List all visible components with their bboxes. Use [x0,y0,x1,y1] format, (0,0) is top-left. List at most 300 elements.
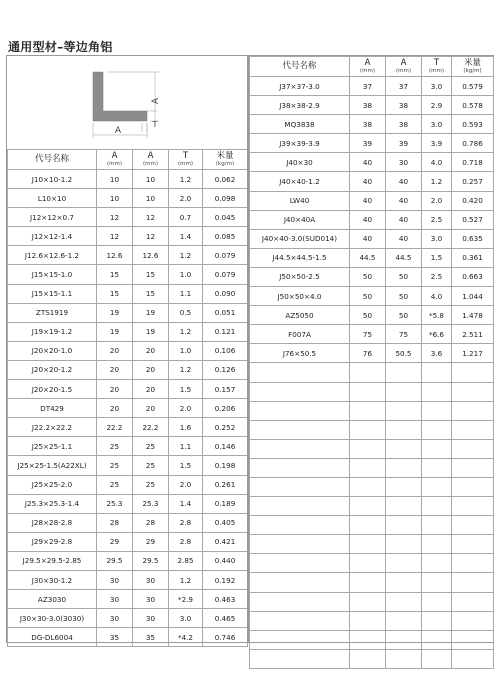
table-row [8,380,248,399]
a2-cell [386,516,422,535]
weight-cell: 1.478 [452,306,494,325]
table-row [250,287,494,306]
weight-cell: 0.252 [203,418,248,437]
a2-cell: 28 [133,513,169,532]
table-row [250,96,494,115]
a1-cell: 19 [97,322,133,341]
weight-cell [452,439,494,458]
a1-cell: 35 [97,628,133,647]
code-cell [250,611,350,630]
code-cell [250,554,350,573]
table-row [250,115,494,134]
a1-cell: 37 [350,77,386,96]
header-a2: A (mm) [386,57,422,77]
a1-cell: 25.3 [97,494,133,513]
t-cell: 1.5 [422,248,452,267]
a1-cell [350,420,386,439]
table-row [250,248,494,267]
weight-cell: 0.746 [203,628,248,647]
a2-cell: 30 [133,609,169,628]
a1-cell [350,573,386,592]
table-row [250,134,494,153]
table-row [8,532,248,551]
code-cell: J25×25-1.5(A22XL) [8,456,97,475]
t-cell: 1.5 [169,456,203,475]
code-cell: J12×12×0.7 [8,208,97,227]
table-row [8,628,248,647]
weight-cell: 0.465 [203,609,248,628]
empty-row [250,630,494,649]
t-cell: 3.9 [422,134,452,153]
a2-cell: 19 [133,322,169,341]
a2-cell [386,573,422,592]
table-frame [6,55,494,643]
table-row [8,189,248,208]
a2-cell: 22.2 [133,418,169,437]
empty-row [250,535,494,554]
a2-cell [386,554,422,573]
t-cell: 2.9 [422,96,452,115]
empty-row [250,458,494,477]
t-cell [422,439,452,458]
empty-row [250,573,494,592]
a1-cell: 50 [350,267,386,286]
t-cell: 1.2 [169,322,203,341]
t-cell [422,630,452,649]
a1-cell: 29.5 [97,551,133,570]
empty-row [250,516,494,535]
table-row [8,494,248,513]
a1-cell: 19 [97,303,133,322]
t-cell [422,458,452,477]
a1-cell: 12.6 [97,246,133,265]
a1-cell: 15 [97,284,133,303]
a1-cell [350,554,386,573]
weight-cell [452,573,494,592]
empty-row [250,363,494,382]
a1-cell [350,497,386,516]
code-cell: J40×40A [250,210,350,229]
a2-cell: 38 [386,96,422,115]
code-cell [250,516,350,535]
weight-cell: 0.051 [203,303,248,322]
a1-cell: 12 [97,208,133,227]
a2-cell: 37 [386,77,422,96]
a2-cell [386,497,422,516]
code-cell: DT429 [8,399,97,418]
table-row [8,570,248,589]
empty-row [250,420,494,439]
a1-cell: 40 [350,172,386,191]
a2-cell: 20 [133,380,169,399]
code-cell: J15×15-1.0 [8,265,97,284]
a2-cell: 50 [386,306,422,325]
code-cell: F007A [250,325,350,344]
table-row [8,437,248,456]
a1-cell: 40 [350,191,386,210]
code-cell [250,497,350,516]
weight-cell: 0.045 [203,208,248,227]
a2-cell [386,458,422,477]
a2-cell [386,363,422,382]
a2-cell: 50 [386,267,422,286]
code-cell: J20×20-1.0 [8,341,97,360]
a2-cell: 10 [133,170,169,189]
table-row [8,609,248,628]
a2-cell [386,630,422,649]
t-cell: 2.8 [169,532,203,551]
a2-cell [386,649,422,668]
a2-cell: 29.5 [133,551,169,570]
a1-cell: 15 [97,265,133,284]
t-cell: 3.0 [422,77,452,96]
header-a2: A (mm) [133,150,169,170]
weight-cell: 0.593 [452,115,494,134]
weight-cell [452,554,494,573]
a2-cell: 30 [133,590,169,609]
weight-cell [452,382,494,401]
a2-cell: 38 [386,115,422,134]
code-cell: AZ5050 [250,306,350,325]
t-cell [422,554,452,573]
empty-row [250,497,494,516]
table-row [8,360,248,379]
a1-cell: 38 [350,115,386,134]
t-cell: *6.6 [422,325,452,344]
table-row [8,246,248,265]
a2-cell: 29 [133,532,169,551]
table-row [8,590,248,609]
weight-cell [452,649,494,668]
code-cell [250,573,350,592]
t-cell: 1.2 [169,246,203,265]
table-row [8,265,248,284]
weight-cell [452,363,494,382]
code-cell: J30×30-1.2 [8,570,97,589]
code-cell: DG-DL6004 [8,628,97,647]
a2-cell: 12 [133,208,169,227]
weight-cell: 0.527 [452,210,494,229]
weight-cell: 0.079 [203,246,248,265]
empty-row [250,477,494,496]
a1-cell [350,401,386,420]
a2-cell [386,535,422,554]
t-cell: 1.2 [169,170,203,189]
weight-cell [452,458,494,477]
t-cell: 2.5 [422,267,452,286]
empty-row [250,649,494,668]
dim-label-thickness: T [152,120,158,129]
code-cell: J25.3×25.3-1.4 [8,494,97,513]
t-cell: 1.4 [169,494,203,513]
weight-cell: 0.786 [452,134,494,153]
weight-cell: 0.579 [452,77,494,96]
code-cell: J25×25-1.1 [8,437,97,456]
t-cell [422,497,452,516]
a1-cell: 25 [97,456,133,475]
code-cell: J40×30 [250,153,350,172]
a2-cell: 75 [386,325,422,344]
a1-cell [350,439,386,458]
a1-cell: 50 [350,306,386,325]
t-cell: 1.1 [169,284,203,303]
weight-cell: 0.718 [452,153,494,172]
weight-cell: 0.189 [203,494,248,513]
code-cell: ZTS1919 [8,303,97,322]
weight-cell: 0.261 [203,475,248,494]
t-cell [422,477,452,496]
t-cell [422,516,452,535]
a1-cell: 75 [350,325,386,344]
t-cell: 0.5 [169,303,203,322]
weight-cell: 0.157 [203,380,248,399]
t-cell: 2.5 [422,210,452,229]
code-cell: J12×12-1.4 [8,227,97,246]
table-row [8,284,248,303]
a1-cell: 10 [97,170,133,189]
a2-cell: 10 [133,189,169,208]
table-row [8,551,248,570]
t-cell [422,382,452,401]
t-cell: 1.0 [169,341,203,360]
empty-row [250,592,494,611]
t-cell [422,535,452,554]
code-cell [250,535,350,554]
code-cell: J40×40-3.0(SUD014) [250,229,350,248]
header-a1: A (mm) [350,57,386,77]
a2-cell: 15 [133,284,169,303]
t-cell: 3.0 [169,609,203,628]
a2-cell: 20 [133,360,169,379]
weight-cell [452,497,494,516]
table-row [8,227,248,246]
weight-cell [452,477,494,496]
a2-cell [386,611,422,630]
header-a1: A (mm) [97,150,133,170]
weight-cell: 0.663 [452,267,494,286]
t-cell: 3.6 [422,344,452,363]
right-table [249,56,494,669]
t-cell: 2.0 [169,475,203,494]
right-column [247,56,493,642]
t-cell: 1.4 [169,227,203,246]
a1-cell: 40 [350,229,386,248]
a1-cell: 20 [97,341,133,360]
t-cell: 1.0 [169,265,203,284]
table-row [8,475,248,494]
table-row [8,513,248,532]
weight-cell: 2.511 [452,325,494,344]
a1-cell: 40 [350,153,386,172]
dim-label-vertical: A [151,97,161,105]
code-cell: J25×25-2.0 [8,475,97,494]
table-row [250,344,494,363]
a1-cell: 30 [97,609,133,628]
table-row [250,267,494,286]
a1-cell: 38 [350,96,386,115]
table-row [250,153,494,172]
a1-cell [350,458,386,477]
weight-cell: 0.106 [203,341,248,360]
a1-cell [350,382,386,401]
a1-cell [350,649,386,668]
weight-cell: 0.463 [203,590,248,609]
code-cell [250,458,350,477]
weight-cell: 0.085 [203,227,248,246]
table-row [250,229,494,248]
table-row [8,170,248,189]
a1-cell: 28 [97,513,133,532]
code-cell: J28×28-2.8 [8,513,97,532]
a1-cell: 44.5 [350,248,386,267]
weight-cell: 1.044 [452,287,494,306]
left-column [7,56,247,642]
weight-cell [452,516,494,535]
table-row [8,208,248,227]
a1-cell: 76 [350,344,386,363]
weight-cell: 0.206 [203,399,248,418]
a2-cell: 19 [133,303,169,322]
a1-cell [350,611,386,630]
code-cell [250,363,350,382]
code-cell: J19×19-1.2 [8,322,97,341]
t-cell: 4.0 [422,153,452,172]
a2-cell: 30 [133,570,169,589]
a2-cell: 44.5 [386,248,422,267]
a2-cell: 12 [133,227,169,246]
a2-cell: 20 [133,341,169,360]
t-cell: *2.9 [169,590,203,609]
a2-cell: 50.5 [386,344,422,363]
a2-cell: 40 [386,172,422,191]
header-weight: 米量 (kg/m) [452,57,494,77]
a2-cell: 12.6 [133,246,169,265]
t-cell [422,592,452,611]
t-cell: 2.0 [169,189,203,208]
t-cell: 2.8 [169,513,203,532]
code-cell: J39×39-3.9 [250,134,350,153]
a2-cell: 15 [133,265,169,284]
code-cell: J50×50×4.0 [250,287,350,306]
weight-cell [452,630,494,649]
code-cell: J30×30-3.0(3030) [8,609,97,628]
a2-cell [386,401,422,420]
header-weight: 米量 (kg/m) [203,150,248,170]
code-cell: J44.5×44.5-1.5 [250,248,350,267]
t-cell: 0.7 [169,208,203,227]
a1-cell [350,630,386,649]
table-row [8,341,248,360]
table-row [8,418,248,437]
a2-cell: 25 [133,437,169,456]
weight-cell: 0.198 [203,456,248,475]
header-t: T (mm) [422,57,452,77]
a2-cell: 40 [386,191,422,210]
angle-profile-diagram [7,56,247,149]
weight-cell [452,401,494,420]
empty-row [250,439,494,458]
t-cell: 1.6 [169,418,203,437]
header-t: T (mm) [169,150,203,170]
weight-cell: 0.098 [203,189,248,208]
code-cell: J38×38-2.9 [250,96,350,115]
a1-cell: 25 [97,437,133,456]
a1-cell: 50 [350,287,386,306]
t-cell: 1.5 [169,380,203,399]
code-cell: AZ3030 [8,590,97,609]
t-cell: 1.1 [169,437,203,456]
empty-row [250,554,494,573]
weight-cell: 0.257 [452,172,494,191]
t-cell: 1.2 [169,570,203,589]
weight-cell [452,535,494,554]
t-cell: 2.85 [169,551,203,570]
code-cell [250,439,350,458]
a1-cell [350,516,386,535]
weight-cell [452,592,494,611]
t-cell: 1.2 [169,360,203,379]
code-cell: L10×10 [8,189,97,208]
code-cell: J29×29-2.8 [8,532,97,551]
a1-cell [350,477,386,496]
a2-cell: 35 [133,628,169,647]
t-cell [422,363,452,382]
weight-cell: 0.146 [203,437,248,456]
t-cell [422,611,452,630]
table-row [250,172,494,191]
a1-cell: 10 [97,189,133,208]
a1-cell: 40 [350,210,386,229]
weight-cell: 0.421 [203,532,248,551]
header-code: 代号名称 [8,150,97,170]
a2-cell: 25 [133,456,169,475]
t-cell: 3.0 [422,115,452,134]
a1-cell: 30 [97,590,133,609]
a2-cell [386,477,422,496]
a1-cell [350,363,386,382]
page-title: 通用型材–等边角铝 [8,40,113,54]
t-cell: 2.0 [422,191,452,210]
weight-cell: 0.079 [203,265,248,284]
code-cell [250,401,350,420]
t-cell [422,573,452,592]
a2-cell [386,420,422,439]
weight-cell: 0.578 [452,96,494,115]
t-cell: *5.8 [422,306,452,325]
code-cell: J20×20-1.5 [8,380,97,399]
a2-cell [386,382,422,401]
table-row [250,325,494,344]
weight-cell: 0.635 [452,229,494,248]
code-cell [250,649,350,668]
empty-row [250,401,494,420]
code-cell [250,420,350,439]
table-row [250,210,494,229]
code-cell [250,592,350,611]
a1-cell: 29 [97,532,133,551]
left-table [7,149,248,647]
empty-row [250,382,494,401]
a1-cell: 20 [97,399,133,418]
weight-cell [452,420,494,439]
code-cell: MQ3838 [250,115,350,134]
code-cell: LW40 [250,191,350,210]
table-row [8,456,248,475]
weight-cell: 1.217 [452,344,494,363]
a2-cell [386,439,422,458]
code-cell: J22.2×22.2 [8,418,97,437]
table-row [8,399,248,418]
